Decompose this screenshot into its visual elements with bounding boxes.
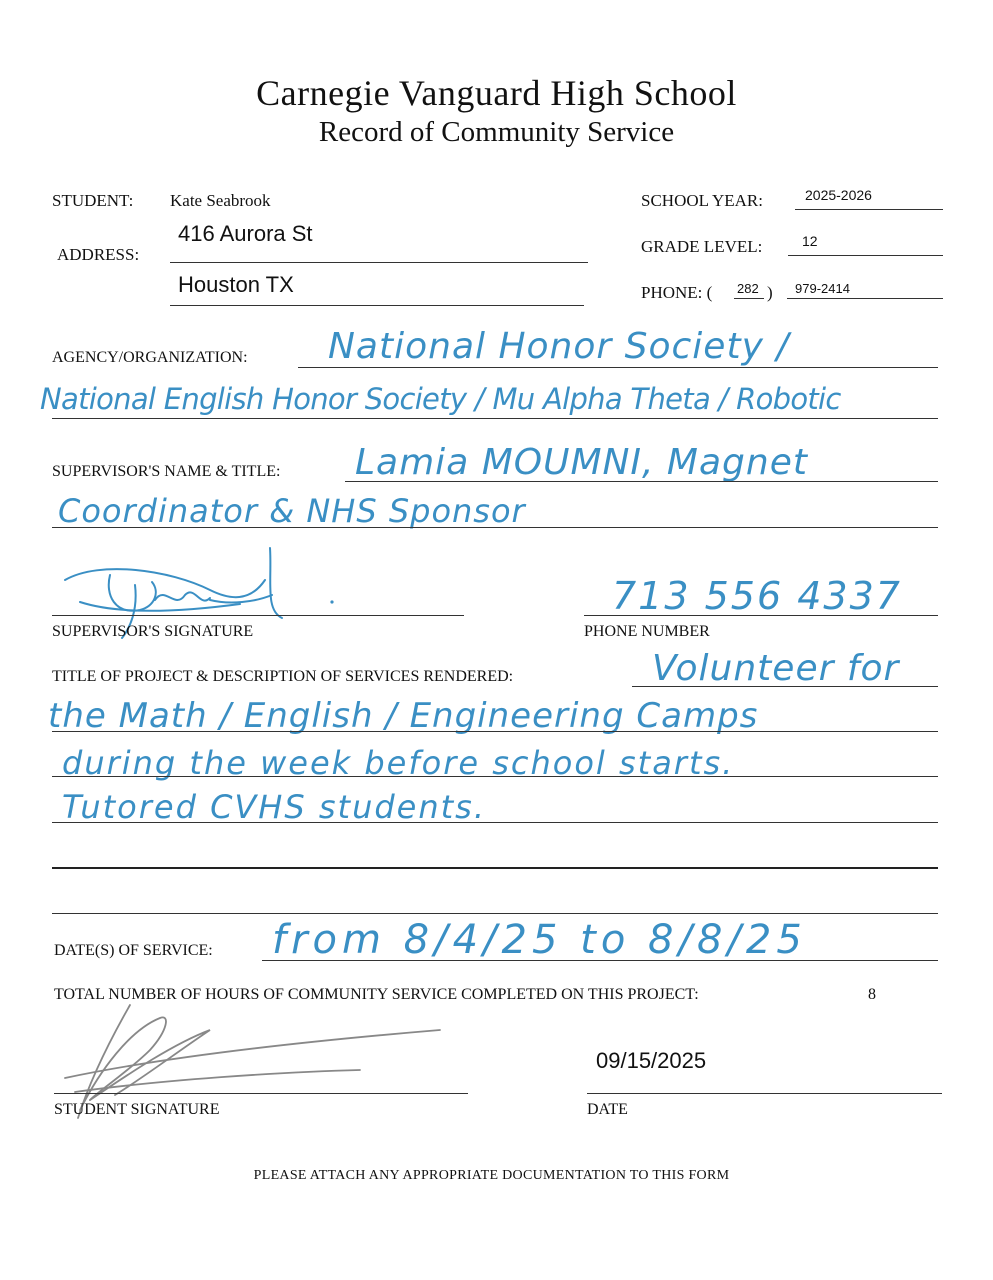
- phone-label: PHONE: (: [641, 283, 713, 302]
- agency-label: AGENCY/ORGANIZATION:: [52, 349, 248, 366]
- date-label: DATE: [587, 1101, 628, 1118]
- address-line-1: 416 Aurora St: [178, 221, 313, 246]
- phone-close-paren: ): [767, 283, 773, 302]
- supervisor-signature-label: SUPERVISOR'S SIGNATURE: [52, 623, 254, 640]
- supervisor-signature-rule: [52, 615, 464, 616]
- student-signature-label: STUDENT SIGNATURE: [54, 1101, 220, 1118]
- address-line-2-rule: [170, 305, 584, 306]
- grade-level-rule: [788, 255, 943, 256]
- project-line-2: the Math / English / Engineering Camps: [48, 696, 759, 736]
- address-label: ADDRESS:: [57, 245, 140, 264]
- supervisor-label: SUPERVISOR'S NAME & TITLE:: [52, 463, 281, 480]
- project-label: TITLE OF PROJECT & DESCRIPTION OF SERVICES RENDERED:: [52, 668, 514, 685]
- signoff-date-rule: [587, 1093, 942, 1094]
- dates-rule: [262, 960, 938, 961]
- supervisor-line-2: Coordinator & NHS Sponsor: [58, 492, 526, 530]
- supervisor-rule-2: [52, 527, 938, 528]
- project-rule-5: [52, 867, 938, 869]
- address-line-1-rule: [170, 262, 588, 263]
- form-title: Record of Community Service: [318, 116, 675, 148]
- hours-label: TOTAL NUMBER OF HOURS OF COMMUNITY SERVICE COMPLETED ON THIS PROJECT:: [54, 986, 699, 1003]
- supervisor-phone-rule: [584, 615, 938, 616]
- project-line-4: Tutored CVHS students.: [62, 788, 487, 826]
- phone-value: 979-2414: [795, 281, 850, 296]
- project-rule-2: [52, 731, 938, 732]
- project-rule-1: [632, 686, 938, 687]
- agency-rule-2: [52, 418, 938, 419]
- phone-rule: [787, 298, 943, 299]
- agency-line-2: National English Honor Society / Mu Alpha Theta / Robotic: [40, 382, 841, 416]
- signoff-date: 09/15/2025: [596, 1048, 707, 1073]
- dates-label: DATE(S) OF SERVICE:: [54, 942, 213, 959]
- student-signature-rule: [54, 1093, 468, 1094]
- school-year-rule: [795, 209, 943, 210]
- project-line-3: during the week before school starts.: [62, 744, 735, 782]
- project-line-1: Volunteer for: [652, 648, 900, 689]
- phone-number-label: PHONE NUMBER: [584, 623, 710, 640]
- school-year-label: SCHOOL YEAR:: [641, 191, 763, 210]
- footer-note: PLEASE ATTACH ANY APPROPRIATE DOCUMENTATION TO THIS FORM: [253, 1168, 730, 1183]
- area-code-rule: [734, 298, 764, 299]
- student-name: Kate Seabrook: [170, 191, 271, 210]
- supervisor-phone: 713 556 4337: [612, 574, 902, 618]
- school-name: Carnegie Vanguard High School: [256, 73, 737, 113]
- hours-value: 8: [868, 986, 876, 1003]
- dates-value: from 8/4/25 to 8/8/25: [272, 917, 807, 963]
- school-year-value: 2025-2026: [805, 187, 872, 203]
- supervisor-rule-1: [345, 481, 938, 482]
- project-rule-3: [52, 776, 938, 777]
- agency-rule-1: [298, 367, 938, 368]
- phone-area-code: 282: [737, 281, 759, 296]
- address-line-2: Houston TX: [178, 272, 294, 297]
- agency-line-1: National Honor Society /: [328, 326, 790, 367]
- student-label: STUDENT:: [52, 191, 134, 210]
- grade-level-label: GRADE LEVEL:: [641, 237, 763, 256]
- supervisor-line-1: Lamia MOUMNI, Magnet: [355, 442, 808, 483]
- project-rule-6: [52, 913, 938, 914]
- grade-level-value: 12: [802, 233, 818, 249]
- project-rule-4: [52, 822, 938, 823]
